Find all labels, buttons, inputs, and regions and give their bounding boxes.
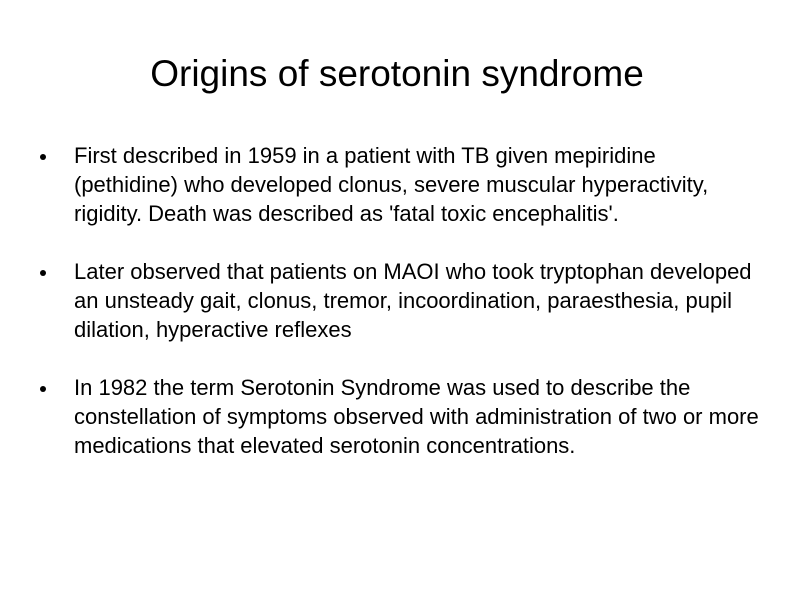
bullet-item	[40, 257, 760, 344]
bullet-item	[40, 141, 760, 228]
bullet-text: In 1982 the term Serotonin Syndrome was used to describe the constellation of symptoms observed with administration of two or more medications that elevated serotonin concentrations.	[74, 375, 759, 458]
bullet-item	[40, 373, 760, 460]
slide-title: Origins of serotonin syndrome	[150, 53, 644, 94]
bullet-dot-icon	[40, 270, 46, 276]
bullet-text: First described in 1959 in a patient with TB given mepiridine (pethidine) who developed clonus, severe muscular hyperactivity, rigidity. Death was described as 'fatal toxic encephalitis'.	[74, 143, 709, 226]
bullet-text: Later observed that patients on MAOI who took tryptophan developed an unsteady gait, clonus, tremor, incoordination, paraesthesia, pupil dilation, hyperactive reflexes	[74, 259, 752, 342]
bullet-dot-icon	[40, 386, 46, 392]
bullet-dot-icon	[40, 154, 46, 160]
bullet-list	[40, 141, 760, 489]
